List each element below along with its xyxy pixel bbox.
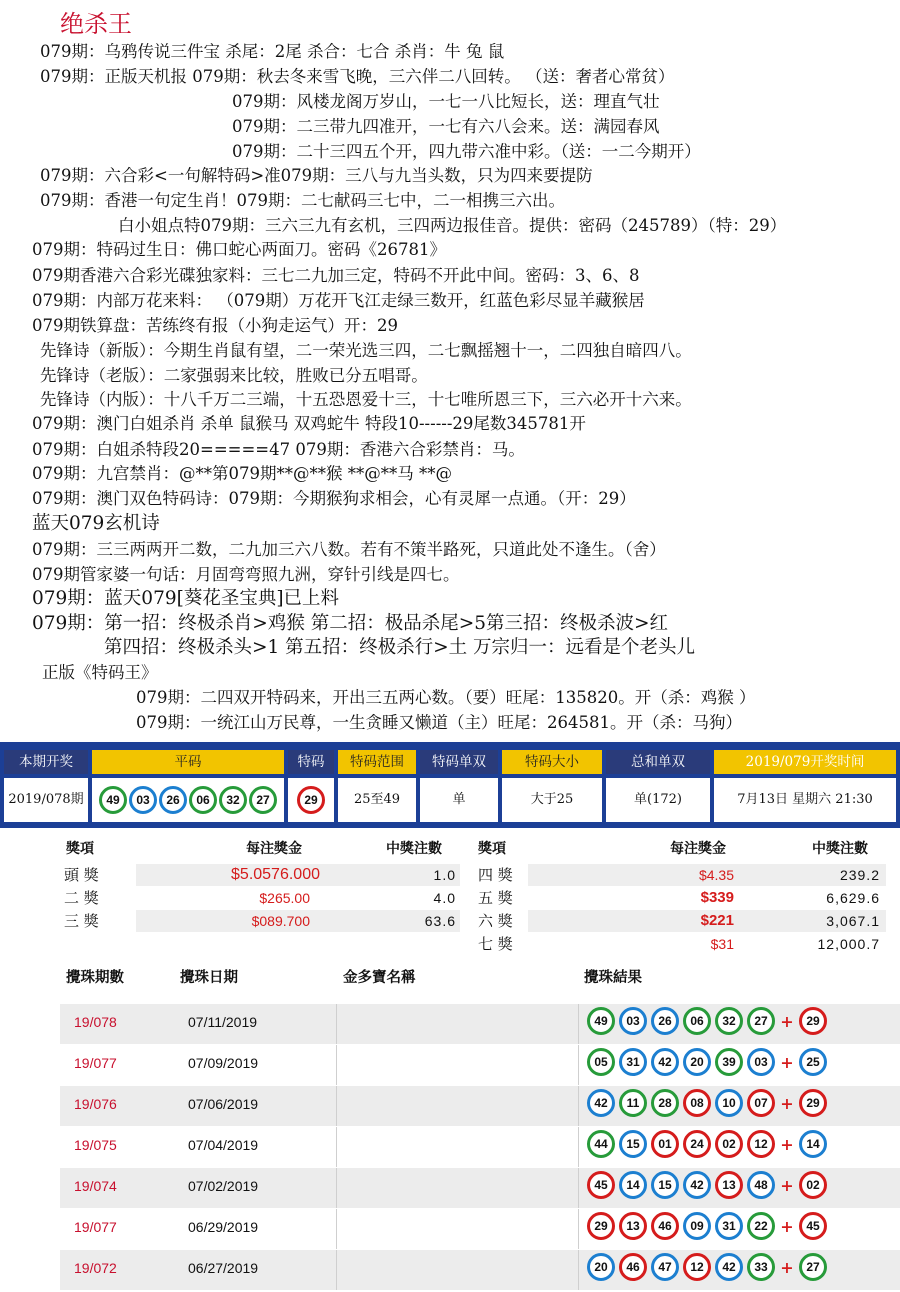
draw-date: 07/06/2019 — [188, 1096, 259, 1112]
result-row — [60, 1127, 900, 1167]
col-header-draw-results: 攪珠結果 — [584, 969, 642, 986]
special-ball: 29 — [799, 1007, 827, 1035]
number-ball: 06 — [683, 1007, 711, 1035]
column-divider — [578, 1250, 579, 1290]
prize-row — [60, 910, 460, 932]
header-current-draw: 本期开奖 — [4, 750, 88, 774]
prize-count: 63.6 — [424, 913, 456, 929]
number-ball: 08 — [683, 1089, 711, 1117]
col-header-amount: 每注獎金 — [670, 841, 726, 857]
column-divider — [336, 1209, 337, 1249]
normal-numbers — [92, 778, 284, 822]
header-special-big-small: 特码大小 — [502, 750, 602, 774]
col-header-jackpot-name: 金多寶名稱 — [343, 969, 416, 986]
prize-name: 七 獎 — [478, 935, 513, 953]
prize-row — [474, 910, 886, 932]
prize-amount: $339 — [700, 889, 734, 906]
number-ball: 31 — [619, 1048, 647, 1076]
prize-amount: $265.00 — [259, 890, 310, 906]
sum-odd-even: 单(172) — [606, 778, 710, 822]
number-ball: 48 — [747, 1171, 775, 1199]
number-ball: 03 — [747, 1048, 775, 1076]
result-balls — [585, 1048, 829, 1082]
column-divider — [578, 1127, 579, 1167]
result-balls — [585, 1171, 829, 1205]
text-line: 079期香港六合彩光碟独家料：三七二九加三定，特码不开此中间。密码：3、6、8 — [32, 266, 640, 285]
result-row — [60, 1086, 900, 1126]
column-divider — [336, 1250, 337, 1290]
number-ball: 22 — [747, 1212, 775, 1240]
plus-sign: + — [780, 1093, 794, 1113]
number-ball: 49 — [587, 1007, 615, 1035]
text-line: 079期：三三两两开二数，二九加三六八数。若有不策半路死，只道此处不逢生。（舍） — [32, 540, 666, 559]
text-line: 079期：二三带九四准开，一七有六八会来。送：满园春风 — [232, 117, 660, 136]
text-line: 079期：乌鸦传说三件宝 杀尾：2尾 杀合：七合 杀肖：牛 兔 鼠 — [40, 42, 505, 61]
draw-period: 19/072 — [74, 1260, 117, 1276]
result-row — [60, 1209, 900, 1249]
result-row — [60, 1045, 900, 1085]
plus-sign: + — [780, 1175, 794, 1195]
number-ball: 11 — [619, 1089, 647, 1117]
draw-date: 06/29/2019 — [188, 1219, 259, 1235]
draw-date: 07/11/2019 — [188, 1014, 258, 1030]
header-sum-odd-even: 总和单双 — [606, 750, 710, 774]
special-ball: 29 — [297, 786, 325, 814]
prize-amount: $31 — [710, 936, 734, 952]
prize-amount: $4.35 — [698, 867, 734, 883]
draw-date: 07/09/2019 — [188, 1055, 259, 1071]
header-special-odd-even: 特码单双 — [420, 750, 498, 774]
draw-period: 19/077 — [74, 1219, 117, 1235]
number-ball: 24 — [683, 1130, 711, 1158]
prize-name: 六 獎 — [478, 912, 513, 930]
result-balls — [585, 1212, 829, 1246]
text-line: 079期：九宫禁肖：@**第079期**@**猴 **@**马 **@ — [32, 464, 452, 483]
draw-period: 19/076 — [74, 1096, 117, 1112]
column-divider — [578, 1086, 579, 1126]
text-line: 白小姐点特079期：三六三九有玄机，三四两边报佳音。提供：密码（245789）（特：29） — [118, 216, 787, 235]
special-odd-even: 单 — [420, 778, 498, 822]
result-row — [60, 1168, 900, 1208]
text-line: 079期：六合彩<一句解特码>准079期：三八与九当头数，只为四来要提防 — [40, 166, 593, 185]
text-line: 079期：特码过生日：佛口蛇心两面刀。密码《26781》 — [32, 240, 446, 259]
special-number — [288, 778, 334, 822]
col-header-amount: 每注獎金 — [246, 841, 302, 857]
text-line: 蓝天079玄机诗 — [32, 513, 160, 534]
prize-table-left — [60, 838, 460, 938]
number-ball: 20 — [683, 1048, 711, 1076]
prize-table-right — [474, 838, 886, 958]
prize-amount: $089.700 — [251, 913, 310, 929]
special-range: 25至49 — [338, 778, 416, 822]
number-ball: 10 — [715, 1089, 743, 1117]
number-ball: 26 — [651, 1007, 679, 1035]
result-balls — [585, 1007, 829, 1041]
number-ball: 46 — [619, 1253, 647, 1281]
column-divider — [336, 1045, 337, 1085]
col-header-prize: 獎項 — [478, 841, 506, 857]
special-big-small: 大于25 — [502, 778, 602, 822]
number-ball: 15 — [651, 1171, 679, 1199]
prize-name: 四 獎 — [478, 866, 513, 884]
number-ball: 05 — [587, 1048, 615, 1076]
number-ball: 01 — [651, 1130, 679, 1158]
header-next-draw-time: 2019/079开奖时间 — [714, 750, 896, 774]
special-ball: 45 — [799, 1212, 827, 1240]
number-ball: 07 — [747, 1089, 775, 1117]
draw-date: 07/02/2019 — [188, 1178, 259, 1194]
result-balls — [585, 1253, 829, 1287]
prize-row — [474, 887, 886, 909]
prize-name: 五 獎 — [478, 889, 513, 907]
number-ball: 42 — [715, 1253, 743, 1281]
number-ball: 03 — [619, 1007, 647, 1035]
prize-amount: $5.0576.000 — [231, 866, 320, 883]
text-line: 079期：二十三四五个开，四九带六准中彩。（送：一二今期开） — [232, 142, 701, 161]
number-ball: 31 — [715, 1212, 743, 1240]
number-ball: 29 — [587, 1212, 615, 1240]
header-special: 特码 — [288, 750, 334, 774]
plus-sign: + — [780, 1134, 794, 1154]
text-line: 079期：蓝天079[葵花圣宝典]已上料 — [32, 588, 340, 609]
number-ball: 27 — [747, 1007, 775, 1035]
text-line: 079期：澳门白姐杀肖 杀单 鼠猴马 双鸡蛇牛 特段10------29尾数345781开 — [32, 414, 586, 433]
number-ball: 32 — [219, 786, 247, 814]
text-line: 079期：第一招：终极杀肖>鸡猴 第二招：极品杀尾>5第三招：终极杀波>红 — [32, 613, 668, 634]
prize-name: 三 獎 — [64, 912, 99, 930]
number-ball: 28 — [651, 1089, 679, 1117]
text-line: 079期：澳门双色特码诗：079期：今期猴狗求相会，心有灵犀一点通。（开：29） — [32, 489, 636, 508]
draw-period: 19/078 — [74, 1014, 117, 1030]
number-ball: 33 — [747, 1253, 775, 1281]
column-divider — [578, 1045, 579, 1085]
draw-period: 19/077 — [74, 1055, 117, 1071]
next-draw-time: 7月13日 星期六 21:30 — [714, 778, 896, 822]
text-line: 079期：香港一句定生肖！079期：二七献码三七中，二一相携三六出。 — [40, 191, 565, 210]
number-ball: 47 — [651, 1253, 679, 1281]
prize-amount: $221 — [700, 912, 734, 929]
header-normal-numbers: 平码 — [92, 750, 284, 774]
text-line: 079期：风楼龙阁万岁山，一七一八比短长，送：理直气壮 — [232, 92, 660, 111]
prize-row — [474, 864, 886, 886]
draw-date: 07/04/2019 — [188, 1137, 259, 1153]
text-line: 正版《特码王》 — [42, 663, 158, 682]
draw-date: 06/27/2019 — [188, 1260, 259, 1276]
text-line: 079期：二四双开特码来，开出三五两心数。（要）旺尾：135820。开（杀：鸡猴 ） — [136, 688, 756, 707]
number-ball: 42 — [651, 1048, 679, 1076]
prize-row — [60, 887, 460, 909]
text-line: 079期：白姐杀特段20=====47 079期：香港六合彩禁肖：马。 — [32, 440, 525, 459]
column-divider — [578, 1168, 579, 1208]
text-line: 079期：一统江山万民尊，一生贪睡又懒道（主）旺尾：264581。开（杀：马狗） — [136, 713, 742, 732]
text-line: 第四招：终极杀头>1 第五招：终极杀行>土 万宗归一：远看是个老头儿 — [104, 637, 696, 658]
number-ball: 26 — [159, 786, 187, 814]
header-special-range: 特码范围 — [338, 750, 416, 774]
number-ball: 32 — [715, 1007, 743, 1035]
draw-period: 2019/078期 — [4, 778, 88, 822]
plus-sign: + — [780, 1257, 794, 1277]
special-ball: 25 — [799, 1048, 827, 1076]
number-ball: 12 — [683, 1253, 711, 1281]
prize-name: 頭 獎 — [64, 866, 99, 884]
special-ball: 29 — [799, 1089, 827, 1117]
number-ball: 03 — [129, 786, 157, 814]
col-header-draw-period: 攪珠期數 — [66, 969, 124, 986]
number-ball: 39 — [715, 1048, 743, 1076]
plus-sign: + — [780, 1216, 794, 1236]
prize-count: 6,629.6 — [826, 890, 880, 906]
prize-name: 二 獎 — [64, 889, 99, 907]
prize-count: 1.0 — [433, 867, 456, 883]
column-divider — [336, 1086, 337, 1126]
result-row — [60, 1004, 900, 1044]
number-ball: 42 — [587, 1089, 615, 1117]
special-ball: 27 — [799, 1253, 827, 1281]
text-line: 079期管家婆一句话：月固弯弯照九洲，穿针引线是四七。 — [32, 565, 460, 584]
special-ball: 14 — [799, 1130, 827, 1158]
number-ball: 46 — [651, 1212, 679, 1240]
number-ball: 09 — [683, 1212, 711, 1240]
plus-sign: + — [780, 1052, 794, 1072]
prize-count: 4.0 — [433, 890, 456, 906]
number-ball: 12 — [747, 1130, 775, 1158]
number-ball: 45 — [587, 1171, 615, 1199]
col-header-draw-date: 攪珠日期 — [180, 969, 238, 986]
result-row — [60, 1250, 900, 1290]
number-ball: 44 — [587, 1130, 615, 1158]
column-divider — [336, 1004, 337, 1044]
number-ball: 13 — [619, 1212, 647, 1240]
prize-count: 12,000.7 — [817, 936, 880, 952]
text-line: 先锋诗（老版）：二家强弱来比较，胜败已分五唱哥。 — [40, 366, 428, 385]
text-line: 079期：正版天机报 079期：秋去冬来雪飞晚，三六伴二八回转。 （送：奢者心常贫） — [40, 67, 675, 86]
text-line: 先锋诗（内版）：十八千万二三端，十五恐恩爱十三，十七唯所恩三下，三六必开十六来。 — [40, 390, 692, 409]
draw-period: 19/075 — [74, 1137, 117, 1153]
draw-period: 19/074 — [74, 1178, 117, 1194]
number-ball: 02 — [715, 1130, 743, 1158]
special-ball: 02 — [799, 1171, 827, 1199]
number-ball: 20 — [587, 1253, 615, 1281]
number-ball: 15 — [619, 1130, 647, 1158]
text-line: 先锋诗（新版）：今期生肖鼠有望，二一荣光选三四，二七飘摇翘十一，二四独自暗四八。 — [40, 341, 692, 360]
result-balls — [585, 1089, 829, 1123]
prize-row — [474, 933, 886, 955]
number-ball: 27 — [249, 786, 277, 814]
page-title: 绝杀王 — [60, 10, 132, 38]
plus-sign: + — [780, 1011, 794, 1031]
result-balls — [585, 1130, 829, 1164]
draw-info-table — [0, 742, 900, 828]
number-ball: 49 — [99, 786, 127, 814]
col-header-count: 中獎注數 — [812, 841, 868, 857]
prize-count: 3,067.1 — [826, 913, 880, 929]
col-header-prize: 獎項 — [66, 841, 94, 857]
column-divider — [578, 1004, 579, 1044]
prize-count: 239.2 — [839, 867, 880, 883]
column-divider — [336, 1127, 337, 1167]
prize-row — [60, 864, 460, 886]
number-ball: 06 — [189, 786, 217, 814]
col-header-count: 中獎注數 — [386, 841, 442, 857]
text-line: 079期铁算盘：苦练终有报（小狗走运气）开：29 — [32, 316, 398, 335]
text-line: 079期：内部万花来料： （079期）万花开飞江走绿三数开，红蓝色彩尽显羊藏猴居 — [32, 291, 645, 310]
column-divider — [578, 1209, 579, 1249]
number-ball: 14 — [619, 1171, 647, 1199]
number-ball: 13 — [715, 1171, 743, 1199]
number-ball: 42 — [683, 1171, 711, 1199]
column-divider — [336, 1168, 337, 1208]
